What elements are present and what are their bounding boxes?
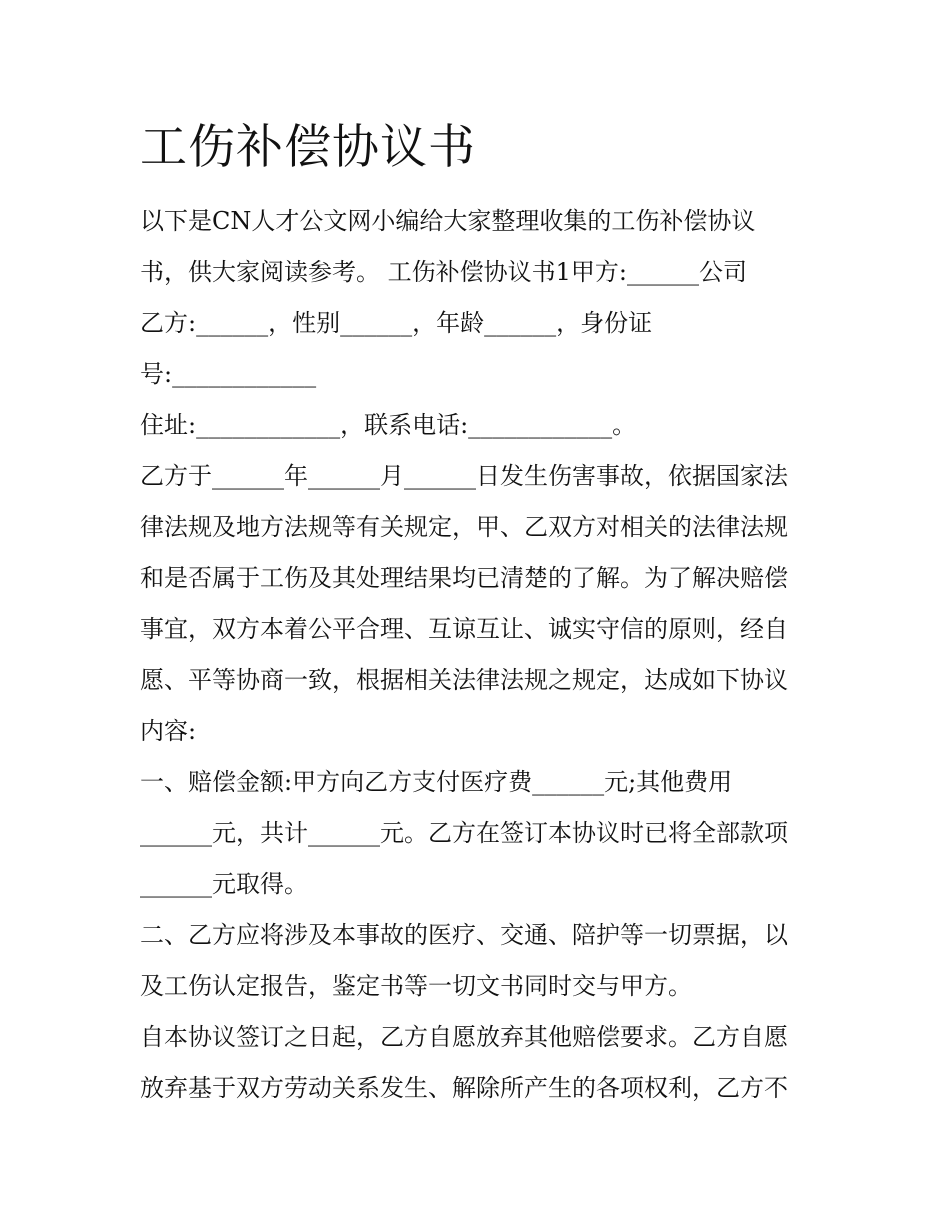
text-line: 放弃基于双方劳动关系发生、解除所产生的各项权利，乙方不 — [140, 1074, 788, 1102]
text-line: 律法规及地方法规等有关规定，甲、乙双方对相关的法律法规 — [140, 513, 788, 541]
text-line: 住址:____________，联系电话:____________。 — [140, 411, 637, 439]
text-line: 愿、平等协商一致，根据相关法律法规之规定，达成如下协议 — [140, 666, 788, 694]
text-line: 和是否属于工伤及其处理结果均已清楚的了解。为了解决赔偿 — [140, 564, 788, 592]
text-line: 内容: — [140, 717, 197, 745]
text-line: ______元，共计______元。乙方在签订本协议时已将全部款项 — [140, 819, 788, 847]
text-line: 以下是CN人才公文网小编给大家整理收集的工伤补偿协议 — [140, 207, 756, 235]
text-line: 号:____________ — [140, 360, 317, 388]
document-title: 工伤补偿协议书 — [140, 120, 476, 175]
text-line: 乙方于______年______月______日发生伤害事故，依据国家法 — [140, 462, 788, 490]
text-line: 自本协议签订之日起，乙方自愿放弃其他赔偿要求。乙方自愿 — [140, 1023, 788, 1051]
text-line: 一、赔偿金额:甲方向乙方支付医疗费______元;其他费用 — [140, 768, 733, 796]
text-line: 事宜，双方本着公平合理、互谅互让、诚实守信的原则，经自 — [140, 615, 788, 643]
text-line: 乙方:______，性别______，年龄______，身份证 — [140, 309, 653, 337]
text-line: 二、乙方应将涉及本事故的医疗、交通、陪护等一切票据，以 — [140, 921, 788, 949]
text-line: 及工伤认定报告，鉴定书等一切文书同时交与甲方。 — [140, 972, 692, 1000]
text-line: ______元取得。 — [140, 870, 308, 898]
text-line: 书，供大家阅读参考。 工伤补偿协议书1甲方:______公司 — [140, 258, 747, 286]
